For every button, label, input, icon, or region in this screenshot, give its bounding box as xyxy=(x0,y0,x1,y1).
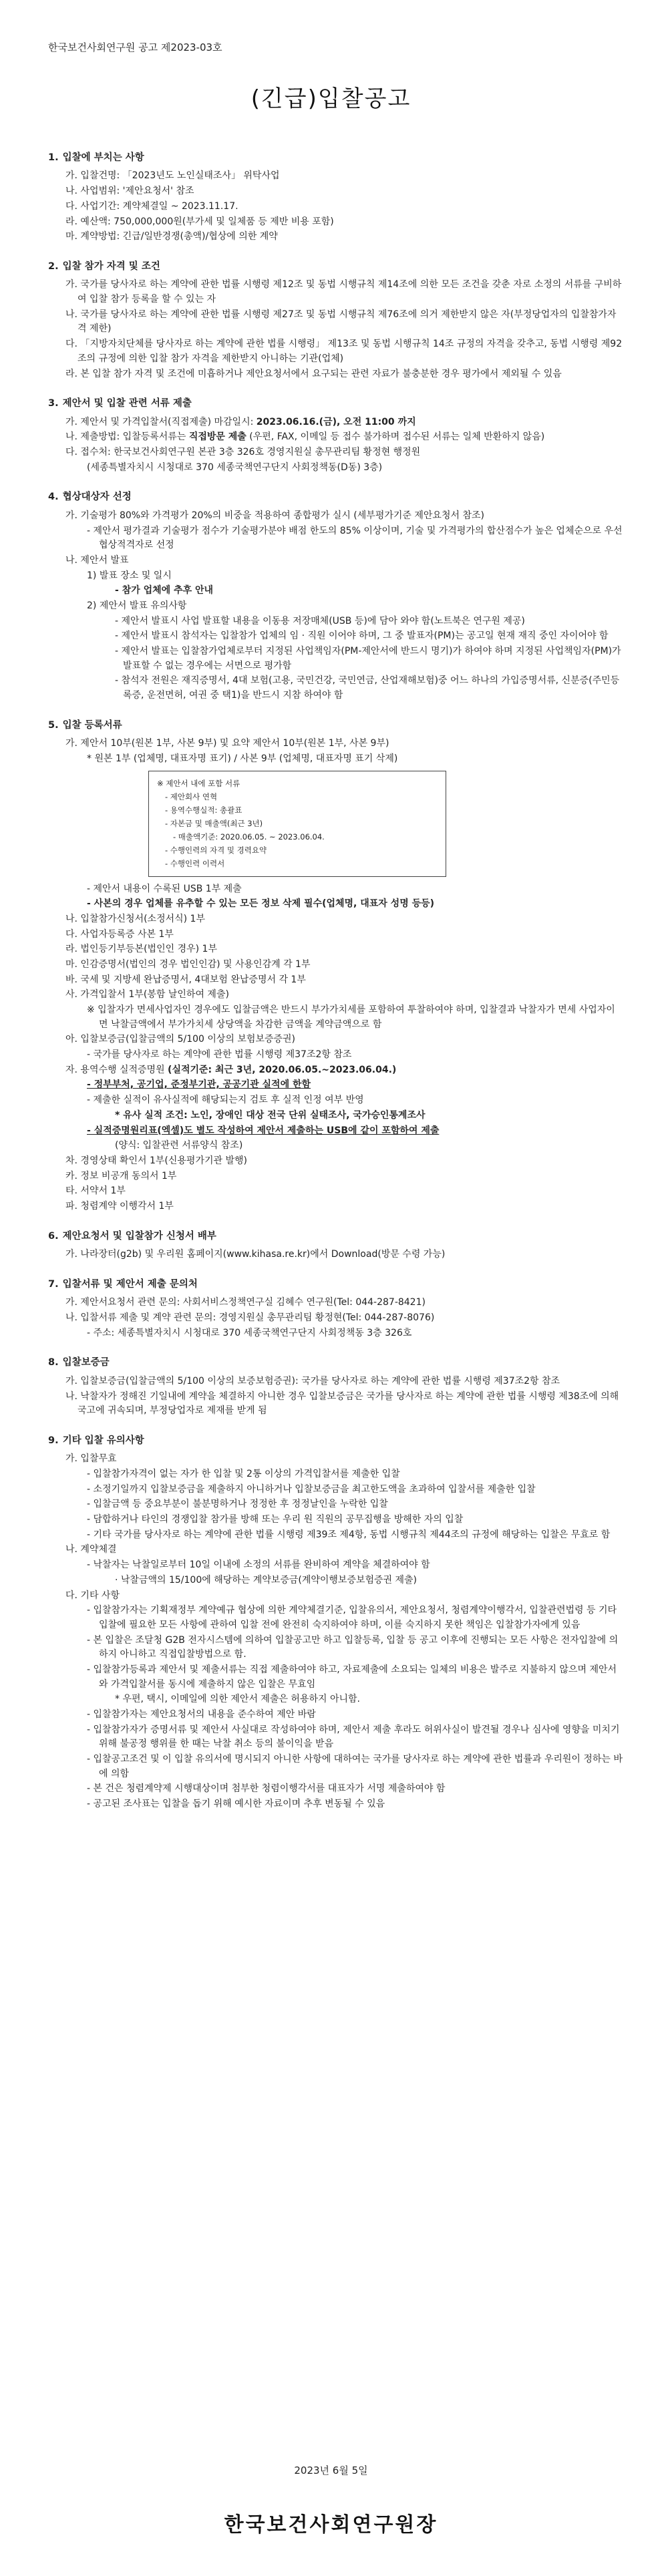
document-item: 라. 법인등기부등본(법인인 경우) 1부 xyxy=(65,944,217,955)
section-6-title: 6. 제안요청서 및 입찰참가 신청서 배부 xyxy=(48,1230,216,1242)
presentation-note: - 제안서 발표시 참석자는 입찰참가 업체의 임 · 직원 이어야 하며, 그 중 발표자(PM)는 공고일 현재 재직 중인 자이어야 함 xyxy=(115,630,609,642)
issuer-name: 한국보건사회연구원장 xyxy=(224,2513,438,2537)
presentation-note: - 제안서 발표시 사업 발표할 내용을 이동용 저장매체(USB 등)에 담아 와야 함(노트북은 연구원 제공) xyxy=(115,615,525,626)
proposal-copies: 가. 제안서 10부(원본 1부, 사본 9부) 및 요약 제안서 10부(원본 1부, 사본 9부) xyxy=(65,738,389,749)
box-item: - 용역수행실적: 총괄표 xyxy=(165,805,242,815)
section-4-title: 4. 협상대상자 선정 xyxy=(48,492,132,503)
project-period: 다. 사업기간: 계약체결일 ~ 2023.11.17. xyxy=(65,200,238,212)
included-documents-box xyxy=(148,771,446,877)
project-scope: 나. 사업범위: '제안요청서' 참조 xyxy=(65,186,194,197)
contract-deposit: · 낙찰금액의 15/100에 해당하는 계약보증금(계약이행보증보험증권 제출) xyxy=(115,1574,418,1586)
presentation-place-heading: 1) 발표 장소 및 일시 xyxy=(87,570,172,581)
presentation-note: - 제안서 발표는 입찰참가업체로부터 지정된 사업책임자(PM-제안서에 반드시 명기)가 하여야 하며 지정된 사업책임자(PM)가 발표할 수 없는 경우에는 서면으로 평가함 xyxy=(115,646,621,671)
notice-date: 2023년 6월 5일 xyxy=(294,2464,368,2476)
section-8 xyxy=(48,1355,623,1419)
section-3 xyxy=(48,396,623,475)
document-item: 타. 서약서 1부 xyxy=(65,1185,126,1197)
deposit-forfeit: 나. 낙찰자가 정해진 기일내에 계약을 체결하지 아니한 경우 입찰보증금은 국가를 당사자로 하는 계약에 관한 법률 시행령 제38조에 의해 국고에 귀속되며, 부정당업자로 제재를 받게 됨 xyxy=(65,1391,619,1417)
presentation-note: - 참석자 전원은 재직증명서, 4대 보험(고용, 국민건강, 국민연금, 산업재해보험)중 어느 하나의 가입증명서류, 신분증(주민등록증, 운전면허, 여권 중 택1)을 반드시 지참 하여야 함 xyxy=(115,675,620,701)
qualification-item: 다. 「지방자치단체를 당사자로 하는 계약에 관한 법률 시행령」 제13조 및 동법 시행규칙 14조 규정의 자격을 갖추고, 동법 시행령 제92조의 규정에 의한 입찰 참가 자격을 제한받지 아니하는 기관(업체) xyxy=(65,339,623,364)
section-1 xyxy=(48,150,623,244)
submission-address: (세종특별자치시 시청대로 370 세종국책연구단지 사회정책동(D동) 3층) xyxy=(87,462,383,473)
section-9 xyxy=(48,1433,623,1812)
bid-name: 가. 입찰건명: 「2023년도 노인실태조사」 위탁사업 xyxy=(65,170,280,182)
distribution-channel: 가. 나라장터(g2b) 및 우리원 홈페이지(www.kihasa.re.kr)에서 Download(방문 수령 가능) xyxy=(65,1249,446,1260)
document-item: 마. 인감증명서(법인의 경우 법인인감) 및 사용인감계 각 1부 xyxy=(65,958,311,970)
invalid-bid-item: - 기타 국가를 당사자로 하는 계약에 관한 법률 시행령 제39조 제4항, 동법 시행규칙 제44조의 규정에 해당하는 입찰은 무효로 함 xyxy=(87,1529,611,1540)
presentation-notes-heading: 2) 제안서 발표 유의사항 xyxy=(87,600,187,611)
section-7 xyxy=(48,1277,623,1341)
qualification-item: 가. 국가를 당사자로 하는 계약에 관한 법률 시행령 제12조 및 동법 시행규칙 제14조에 의한 모든 조건을 갖춘 자로 소정의 서류를 구비하여 입찰 참가 등록을 할 수 있는 자 xyxy=(65,279,622,305)
other-item: - 본 건은 청렴계약제 시행대상이며 첨부한 청렴이행각서를 대표자가 서명 제출하여야 함 xyxy=(87,1783,446,1795)
box-item: - 수행인력 이력서 xyxy=(165,859,225,869)
section-6 xyxy=(48,1229,623,1262)
evaluation-ratio: 가. 기술평가 80%와 가격평가 20%의 비중을 적용하여 종합평가 실시 (세부평가기준 제안요청서 참조) xyxy=(65,510,484,521)
contact-contract: 나. 입찰서류 제출 및 계약 관련 문의: 경영지원실 총무관리팀 황정현(Tel: 044-287-8076) xyxy=(65,1312,435,1323)
form-reference: (양식: 입찰관련 서류양식 참조) xyxy=(115,1140,243,1151)
section-1-title: 1. 입찰에 부치는 사항 xyxy=(48,152,144,163)
contract-item: - 낙찰자는 낙찰일로부터 10일 이내에 소정의 서류를 완비하여 계약을 체결하여야 함 xyxy=(87,1559,430,1571)
box-item: - 자본금 및 매출액(최근 3년) xyxy=(165,819,263,829)
usb-submission: - 제안서 내용이 수록된 USB 1부 제출 xyxy=(87,883,242,894)
other-item: - 입찰참가등록과 제안서 및 제출서류는 직접 제출하여야 하고, 자료제출에 소요되는 일체의 비용은 발주로 지불하지 않으며 제안서와 가격입찰서를 동시에 제출하지 않은 입찰은 무효임 xyxy=(87,1664,617,1690)
similar-record-condition: * 유사 실적 조건: 노인, 장애인 대상 전국 단위 실태조사, 국가승인통계조사 xyxy=(115,1109,426,1121)
performance-review: - 제출한 실적이 유사실적에 해당되는지 검토 후 실적 인정 여부 반영 xyxy=(87,1095,364,1106)
section-4 xyxy=(48,490,623,703)
budget: 라. 예산액: 750,000,000원(부가세 및 일체품 등 제반 비용 포함) xyxy=(65,216,334,227)
other-item: - 입찰공고조건 및 이 입찰 유의서에 명시되지 아니한 사항에 대하여는 국가를 당사자로 하는 계약에 관한 법률과 우리원이 정하는 바에 의함 xyxy=(87,1754,623,1779)
section-2 xyxy=(48,259,623,381)
document-item: 다. 사업자등록증 사본 1부 xyxy=(65,928,174,940)
section-3-title: 3. 제안서 및 입찰 관련 서류 제출 xyxy=(48,398,192,409)
submission-method: 나. 제출방법: 입찰등록서류는 직접방문 제출 (우편, FAX, 이메일 등 접수 불가하며 접수된 서류는 일체 반환하지 않음) xyxy=(65,431,545,443)
deposit-rule: 가. 입찰보증금(입찰금액의 5/100 이상의 보증보험증권): 국가를 당사자로 하는 계약에 관한 법률 시행령 제37조2항 참조 xyxy=(65,1375,560,1387)
other-item: - 입찰참가자는 기획재정부 계약예규 협상에 의한 계약체결기준, 입찰유의서, 제안요청서, 청렴계약이행각서, 입찰관련법령 등 기타 입찰에 필요한 모든 사항에 관하여 입찰 전에 완전히 숙지하여야 하며, 이를 숙지하지 못한 책임은 입찰참가자에게 있음 xyxy=(87,1605,617,1630)
section-9-title: 9. 기타 입찰 유의사항 xyxy=(48,1435,144,1446)
other-item: - 입찰참가자는 제안요청서의 내용을 준수하여 제안 바람 xyxy=(87,1709,316,1720)
section-2-title: 2. 입찰 참가 자격 및 조건 xyxy=(48,260,160,272)
document-item: 나. 입찰참가신청서(소정서식) 1부 xyxy=(65,913,205,924)
document-item: 아. 입찰보증금(입찰금액의 5/100 이상의 보험보증증권) xyxy=(65,1034,295,1045)
box-item: - 수행인력의 자격 및 경력요약 xyxy=(165,846,267,856)
other-item: - 본 입찰은 조달청 G2B 전자시스템에 의하여 입찰공고만 하고 입찰등록, 입찰 등 공고 이후에 진행되는 모든 사항은 전자입찰에 의하지 아니하고 직접입찰방법으로 함. xyxy=(87,1634,619,1660)
contact-address: - 주소: 세종특별자치시 시청대로 370 세종국책연구단지 사회정책동 3층 326호 xyxy=(87,1327,412,1338)
section-7-title: 7. 입찰서류 및 제안서 제출 문의처 xyxy=(48,1278,198,1290)
other-item: - 공고된 조사표는 입찰을 돕기 위해 예시한 자료이며 추후 변동될 수 있음 xyxy=(87,1799,385,1810)
invalid-bid-item: - 입찰금액 등 중요부분이 불분명하거나 정정한 후 정정날인을 누락한 입찰 xyxy=(87,1499,388,1510)
other-heading: 다. 기타 사항 xyxy=(65,1590,120,1601)
contract-heading: 나. 계약체결 xyxy=(65,1544,117,1555)
copy-anonymization: - 사본의 경우 업체를 유추할 수 있는 모든 정보 삭제 필수(업체명, 대표자 성명 등등) xyxy=(87,898,435,910)
submission-place: 다. 접수처: 한국보건사회연구원 본관 3층 326호 경영지원실 총무관리팀 황정현 행정원 xyxy=(65,447,421,458)
qualification-item: 나. 국가를 당사자로 하는 계약에 관한 법률 시행령 제27조 및 동법 시행규칙 제76조에 의거 제한받지 않은 자(부정당업자의 입찰참가자격 제한) xyxy=(65,309,617,335)
presentation-place: - 참가 업체에 추후 안내 xyxy=(115,585,214,596)
presentation-heading: 나. 제안서 발표 xyxy=(65,554,129,566)
qualification-item: 라. 본 입찰 참가 자격 및 조건에 미흡하거나 제안요청서에서 요구되는 관련 자료가 불충분한 경우 평가에서 제외될 수 있음 xyxy=(65,368,562,379)
invalid-bid-item: - 입찰참가자격이 없는 자가 한 입찰 및 2통 이상의 가격입찰서를 제출한 입찰 xyxy=(87,1469,400,1480)
performance-scope: - 정부부처, 공기업, 준정부기관, 공공기관 실적에 한함 xyxy=(87,1079,311,1091)
document-item: 카. 정보 비공개 동의서 1부 xyxy=(65,1170,177,1181)
section-5 xyxy=(48,718,623,1214)
invalid-bid-item: - 담합하거나 타인의 경쟁입찰 참가를 방해 또는 우리 원 직원의 공무집행을 방해한 자의 입찰 xyxy=(87,1514,464,1525)
evaluation-rule: - 제안서 평가결과 기술평가 점수가 기술평가분야 배점 한도의 85% 이상이며, 기술 및 가격평가의 합산점수가 높은 업체순으로 우선 협상적격자로 선정 xyxy=(87,525,623,551)
other-item: - 입찰참가자가 증명서류 및 제안서 사실대로 작성하여야 하며, 제안서 제출 후라도 허위사실이 발견될 경우나 심사에 영향을 미치기 위해 불공정 행위를 한 때는 낙찰 취소 등의 불이익을 받음 xyxy=(87,1724,620,1750)
document-item: 차. 경영상태 확인서 1부(신용평가기관 발행) xyxy=(65,1155,247,1166)
vat-note: ※ 입찰자가 면세사업자인 경우에도 입찰금액은 반드시 부가가치세를 포함하여 투찰하여야 하며, 입찰결과 낙찰자가 면세 사업자이면 낙찰금액에서 부가가치세 상당액을 차감한 금액을 계약금액으로 함 xyxy=(87,1004,615,1030)
invalid-bid-heading: 가. 입찰무효 xyxy=(65,1453,117,1465)
proposal-copies-note: * 원본 1부 (업체명, 대표자명 표기) / 사본 9부 (업체명, 대표자명 표기 삭제) xyxy=(87,753,398,764)
invalid-bid-item: - 소정기일까지 입찰보증금을 제출하지 아니하거나 입찰보증금을 최고한도액을 초과하여 입찰서를 제출한 입찰 xyxy=(87,1483,536,1495)
performance-excel: - 실적증명원리표(엑셀)도 별도 작성하여 제안서 제출하는 USB에 같이 포함하여 제출 xyxy=(87,1125,440,1136)
contract-method: 마. 계약방법: 긴급/일반경쟁(총액)/협상에 의한 계약 xyxy=(65,231,278,242)
page-title: (긴급)입찰공고 xyxy=(251,85,411,112)
performance-record: 자. 용역수행 실적증명원 (실적기준: 최근 3년, 2020.06.05.~2023.06.04.) xyxy=(65,1064,397,1075)
document-item: 바. 국세 및 지방세 완납증명서, 4대보험 완납증명서 각 1부 xyxy=(65,974,306,985)
other-item-note: * 우편, 택시, 이메일에 의한 제안서 제출은 허용하지 아니함. xyxy=(115,1694,361,1705)
document-item: 파. 청렴계약 이행각서 1부 xyxy=(65,1200,174,1212)
notice-body xyxy=(48,150,623,1827)
deposit-reference: - 국가를 당사자로 하는 계약에 관한 법률 시행령 제37조2항 참조 xyxy=(87,1049,352,1061)
section-8-title: 8. 입찰보증금 xyxy=(48,1357,110,1368)
box-heading: ※ 제안서 내에 포함 서류 xyxy=(157,778,240,788)
section-5-title: 5. 입찰 등록서류 xyxy=(48,719,122,731)
document-item: 사. 가격입찰서 1부(봉함 날인하여 제출) xyxy=(65,989,229,1000)
contact-proposal: 가. 제안서요청서 관련 문의: 사회서비스정책연구실 김혜수 연구원(Tel: 044-287-8421) xyxy=(65,1297,426,1308)
box-item: - 제안회사 연혁 xyxy=(165,791,218,801)
submission-deadline: 가. 제안서 및 가격입찰서(직접제출) 마감일시: 2023.06.16.(금), 오전 11:00 까지 xyxy=(65,416,416,427)
notice-number: 한국보건사회연구원 공고 제2023-03호 xyxy=(48,41,222,53)
box-item: - 매출액기준: 2020.06.05. ~ 2023.06.04. xyxy=(173,832,325,842)
